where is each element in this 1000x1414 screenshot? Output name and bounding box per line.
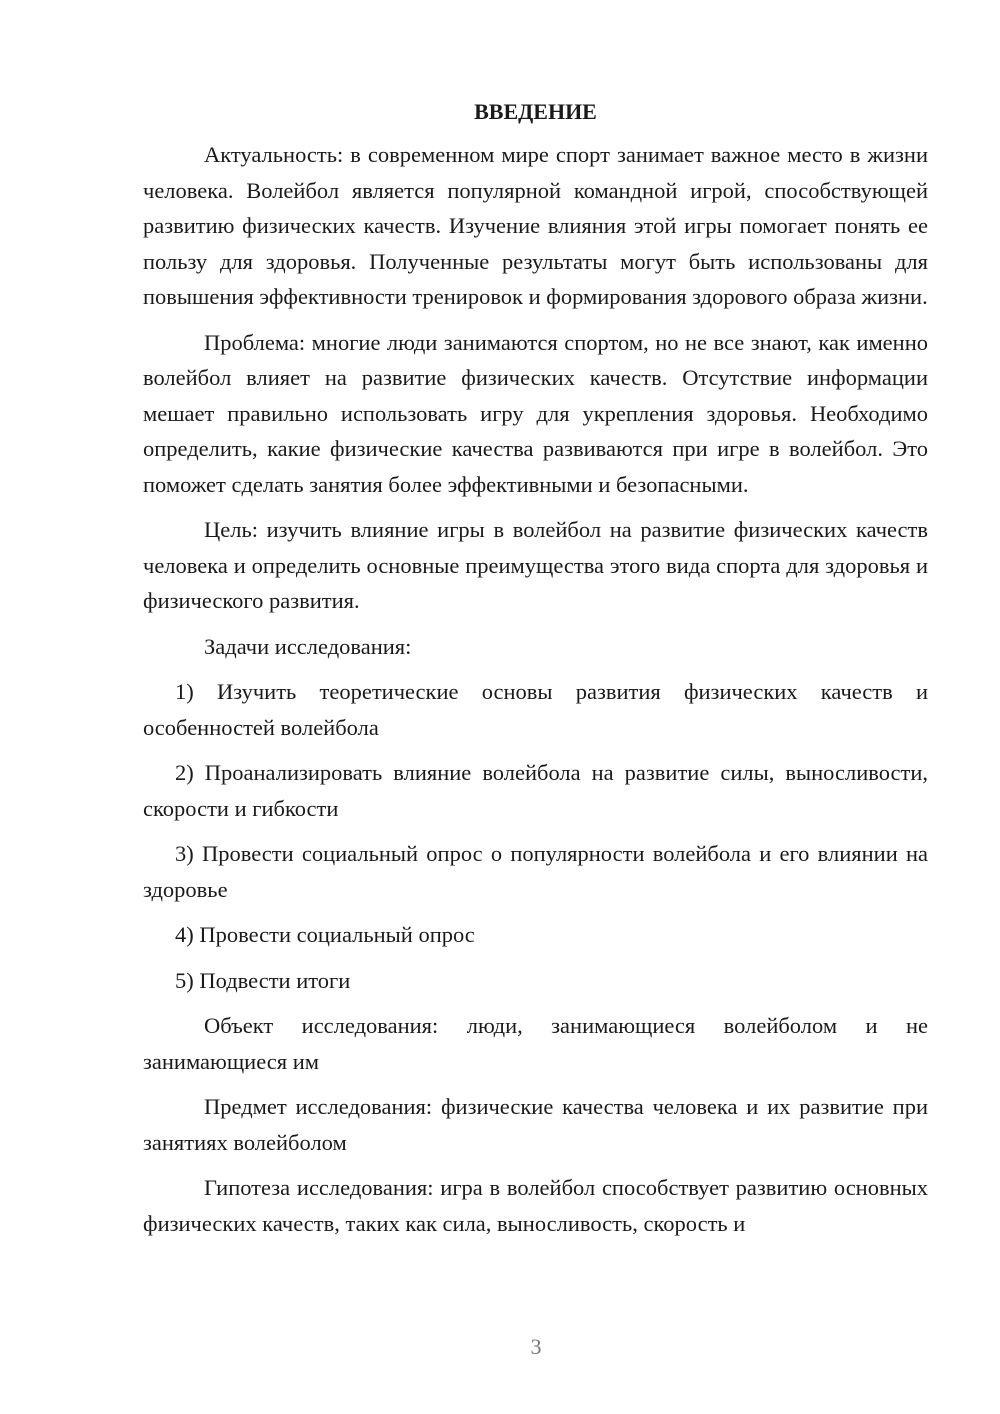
- relevance-paragraph: Актуальность: в современном мире спорт занимает важное место в жизни человека. Волейбол является популярной командной игрой, способствующей развитию физических качеств. Изучение влияния этой игры помогает понять ее пользу для здоровья. Полученные результаты могут быть использованы для повышения эффективности тренировок и формирования здорового образа жизни.: [143, 142, 928, 309]
- object-paragraph: Объект исследования: люди, занимающиеся волейболом и не занимающиеся им: [143, 1013, 928, 1074]
- document-body: [143, 96, 928, 1251]
- problem-paragraph: Проблема: многие люди занимаются спортом, но не все знают, как именно волейбол влияет на развитие физических качеств. Отсутствие информации мешает правильно использовать игру для укрепления здоровья. Необходимо определить, какие физические качества развиваются при игре в волейбол. Это поможет сделать занятия более эффективными и безопасными.: [143, 329, 928, 497]
- goal-paragraph: Цель: изучить влияние игры в волейбол на развитие физических качеств человека и определить основные преимущества этого вида спорта для здоровья и физического развития.: [143, 517, 928, 613]
- hypothesis-paragraph: Гипотеза исследования: игра в волейбол способствует развитию основных физических качеств, таких как сила, выносливость, скорость и: [143, 1175, 928, 1236]
- tasks-heading: Задачи исследования:: [204, 633, 412, 659]
- page-number: 3: [530, 1334, 542, 1359]
- task-item-2: 2) Проанализировать влияние волейбола на развитие силы, выносливости, скорости и гибкости: [143, 760, 928, 821]
- task-item-5: 5) Подвести итоги: [175, 967, 351, 993]
- task-item-4: 4) Провести социальный опрос: [175, 922, 475, 947]
- section-title: ВВЕДЕНИЕ: [474, 99, 597, 124]
- task-item-3: 3) Провести социальный опрос о популярности волейбола и его влиянии на здоровье: [143, 841, 928, 902]
- subject-paragraph: Предмет исследования: физические качества человека и их развитие при занятиях волейболом: [143, 1094, 928, 1155]
- task-item-1: 1) Изучить теоретические основы развития физических качеств и особенностей волейбола: [143, 679, 928, 740]
